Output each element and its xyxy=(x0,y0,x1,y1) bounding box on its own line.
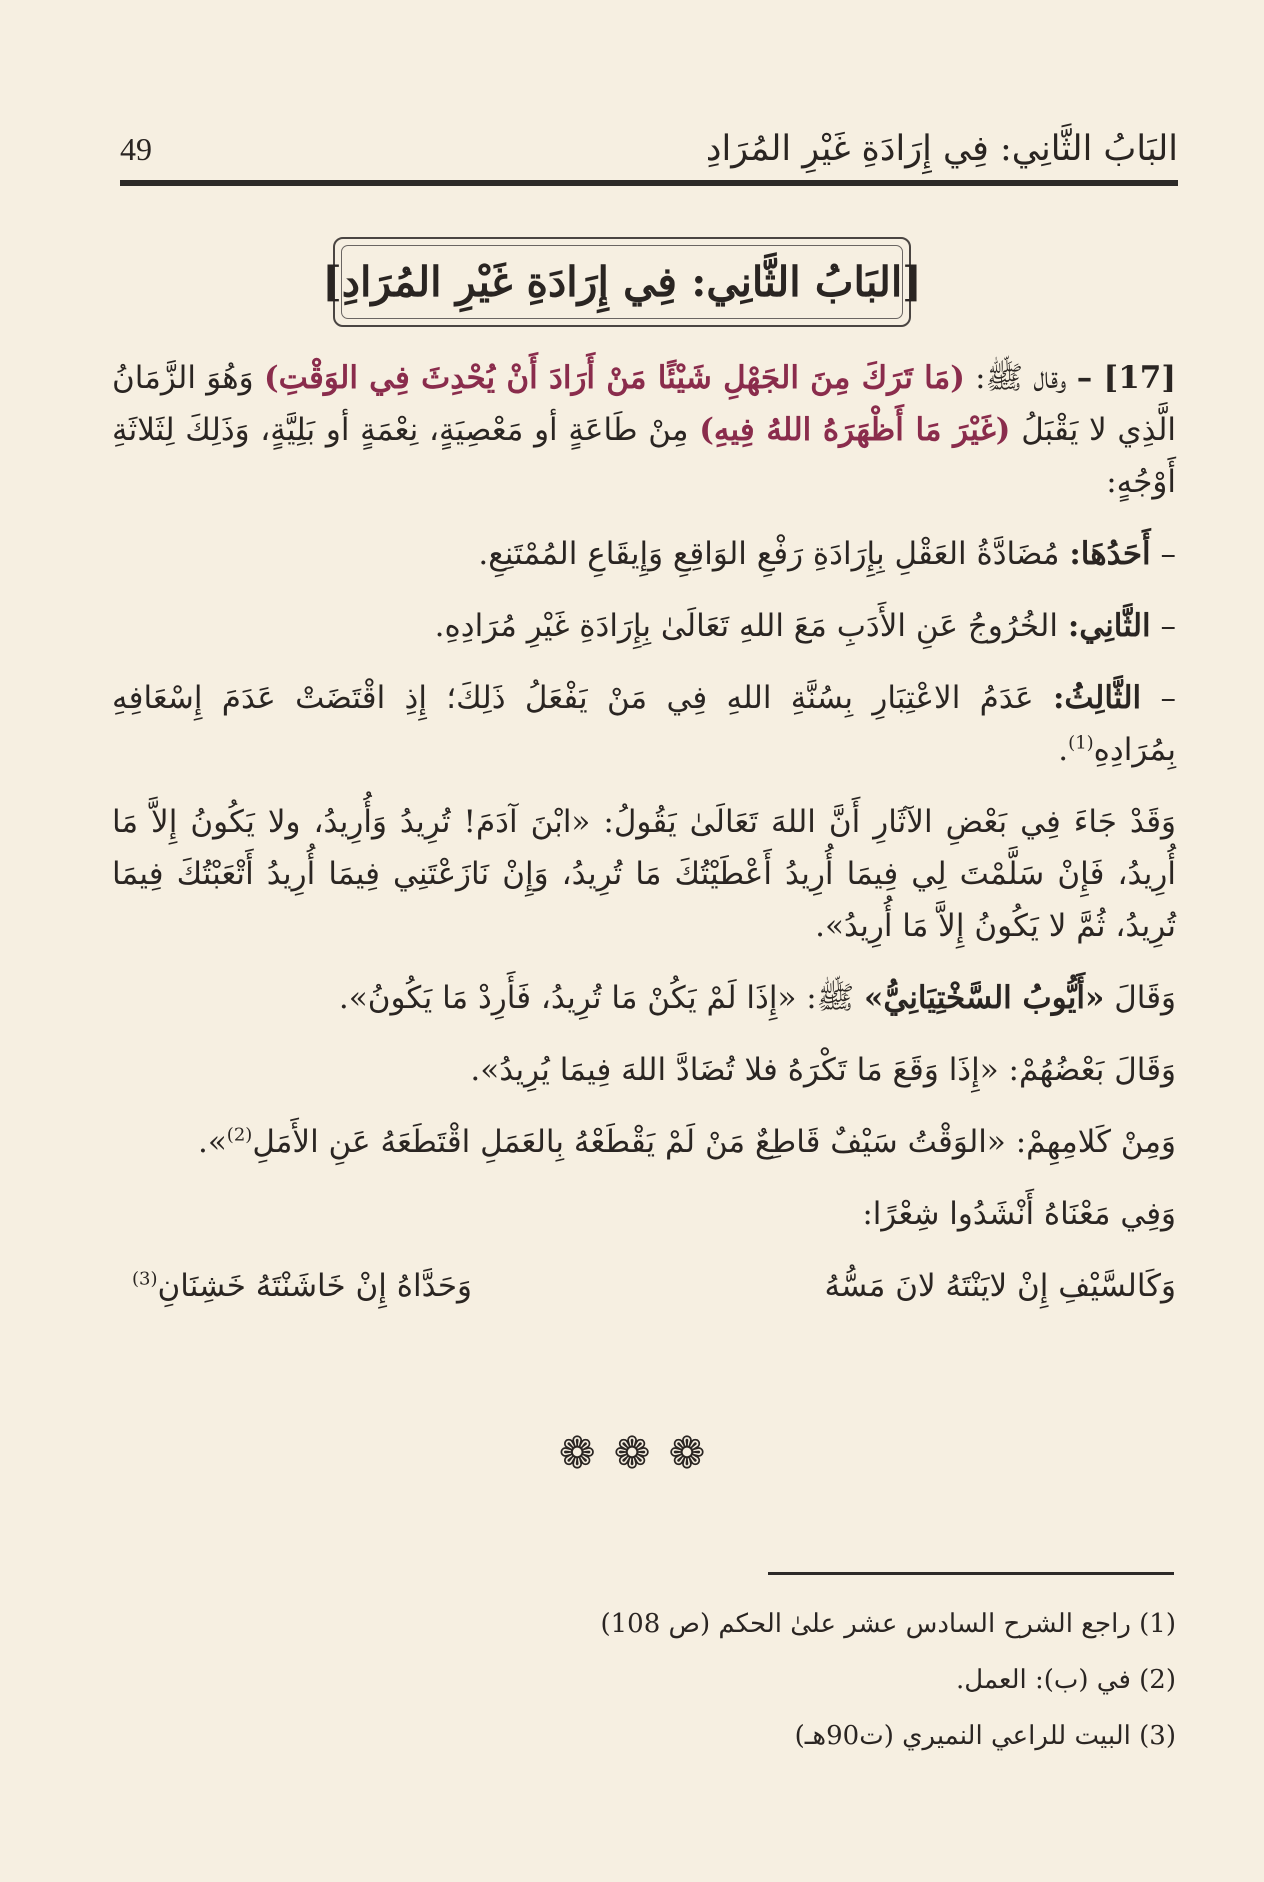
p1-quote2: (غَيْرَ مَا أَظْهَرَهُ اللهُ فِيهِ) xyxy=(699,412,1011,448)
footnote-2 xyxy=(120,1652,1176,1708)
footnote-divider xyxy=(768,1572,1174,1575)
paragraph-athar: وَقَدْ جَاءَ فِي بَعْضِ الآثَارِ أَنَّ اللهَ تَعَالَىٰ يَقُولُ: «ابْنَ آدَمَ! تُرِيدُ وَأُرِيدُ، ولا يَكُونُ إِلاَّ مَا أُرِيدُ، فَإِنْ سَلَّمْتَ لِي فِيمَا أُرِيدُ أَعْطَيْتُكَ مَا تُرِيدُ، وَإِنْ نَازَعْتَنِي فِيمَا أُرِيدُ أَتْعَبْتُكَ فِيمَا تُرِيدُ، ثُمَّ لا يَكُونُ إِلاَّ مَا أُرِيدُ». xyxy=(112,804,1176,944)
p3-honorific: ﷺ: xyxy=(806,980,855,1016)
item3-text: عَدَمُ الاعْتِبَارِ بِسُنَّةِ اللهِ فِي مَنْ يَفْعَلُ ذَلِكَ؛ إِذِ اقْتَضَتْ عَدَمَ إِسْعَافِهِ بِمُرَادِهِ xyxy=(112,680,1176,768)
footnote-text: راجع الشرح السادس عشر علىٰ الحكم (ص 108) xyxy=(600,1609,1131,1639)
running-header xyxy=(120,118,1178,186)
footnote-marker-3: (3) xyxy=(132,1268,158,1290)
item3-label: الثَّالِثُ: xyxy=(1052,680,1142,716)
ornament-icon: ❁ xyxy=(558,1428,596,1479)
page-number: 49 xyxy=(120,130,152,167)
chapter-title-frame xyxy=(322,237,922,327)
running-header-title: البَابُ الثَّانِي: فِي إِرَادَةِ غَيْرِ المُرَادِ xyxy=(705,129,1178,169)
footnote-1 xyxy=(120,1596,1176,1652)
list-item-2: – الثَّانِي: الخُرُوجُ عَنِ الأَدَبِ مَعَ اللهِ تَعَالَىٰ بِإِرَادَةِ غَيْرِ مُرَادِهِ. xyxy=(434,608,1176,644)
p5-text: وَمِنْ كَلامِهِمْ: «الوَقْتُ سَيْفٌ قَاطِعٌ مَنْ لَمْ يَقْطَعْهُ بِالعَمَلِ اقْتَطَعَهُ عَنِ الأَمَلِ xyxy=(252,1124,1176,1160)
paragraph-17 xyxy=(112,352,1176,508)
p3-intro: وَقَالَ xyxy=(1114,980,1176,1016)
paragraph-ayyub xyxy=(112,972,1176,1024)
p3-quote: «إِذَا لَمْ يَكُنْ مَا تُرِيدُ، فَأَرِدْ مَا يَكُونُ». xyxy=(338,980,797,1016)
verse-first-hemistich: وَكَالسَّيْفِ إِنْ لايَنْتَهُ لانَ مَسُّهُ xyxy=(824,1268,1176,1304)
section-ornaments xyxy=(0,1428,1264,1479)
ornament-icon: ❁ xyxy=(668,1428,706,1479)
verse-second-text: وَحَدَّاهُ إِنْ خَاشَنْتَهُ خَشِنَانِ xyxy=(157,1268,473,1304)
footnote-text: البيت للراعي النميري (ت90هـ) xyxy=(794,1721,1131,1751)
poem-verse xyxy=(112,1260,1176,1312)
body-text xyxy=(112,352,1176,1312)
p3-name: «أَيُّوبُ السَّخْتِيَانِيُّ» xyxy=(864,980,1105,1016)
ornament-icon: ❁ xyxy=(613,1428,651,1479)
p1-text1: وَهُوَ الزَّمَانُ الَّذِي لا يَقْبَلُ xyxy=(112,360,1176,448)
footnote-num: (2) xyxy=(1139,1665,1176,1695)
item1-label: أَحَدُهَا: xyxy=(1069,536,1151,572)
paragraph-baduhum: وَقَالَ بَعْضُهُمْ: «إِذَا وَقَعَ مَا تَكْرَهُ فلا تُضَادَّ اللهَ فِيمَا يُرِيدُ». xyxy=(470,1052,1176,1088)
p5-end: ». xyxy=(197,1124,227,1160)
footnotes xyxy=(120,1596,1176,1764)
footnote-marker-2: (2) xyxy=(226,1124,253,1146)
footnote-text: في (ب): العمل. xyxy=(956,1665,1131,1695)
item2-label: الثَّانِي: xyxy=(1067,608,1151,644)
chapter-title: [البَابُ الثَّانِي: فِي إِرَادَةِ غَيْرِ المُرَادِ] xyxy=(341,245,903,319)
footnote-marker-1: (1) xyxy=(1068,732,1094,754)
list-item-1: – أَحَدُهَا: مُضَادَّةُ العَقْلِ بِإِرَادَةِ رَفْعِ الوَاقِعِ وَإِيقَاعِ المُمْتَنِعِ. xyxy=(478,536,1176,572)
list-item-3: – الثَّالِثُ: عَدَمُ الاعْتِبَارِ بِسُنَّةِ اللهِ فِي مَنْ يَفْعَلُ ذَلِكَ؛ إِذِ اقْتَضَتْ عَدَمَ إِسْعَافِهِ بِمُرَادِهِ$^{(1)}$. xyxy=(112,680,1177,768)
footnote-3 xyxy=(120,1708,1176,1764)
item3-end: . xyxy=(1058,732,1069,768)
paragraph-kalamihim xyxy=(112,1116,1176,1168)
footnote-num: (3) xyxy=(1139,1721,1176,1751)
p1-text2: مِنْ طَاعَةٍ أو مَعْصِيَةٍ، نِعْمَةٍ أو بَلِيَّةٍ، وَذَلِكَ لِثَلاثَةِ أَوْجُهٍ: xyxy=(112,412,1176,500)
p1-quote: (مَا تَرَكَ مِنَ الجَهْلِ شَيْئًا مَنْ أَرَادَ أَنْ يُحْدِثَ فِي الوَقْتِ) xyxy=(263,360,965,396)
section-ref: [17] – xyxy=(1076,360,1177,396)
paragraph-poem-intro: وَفِي مَعْنَاهُ أَنْشَدُوا شِعْرًا: xyxy=(862,1196,1176,1232)
footnote-num: (1) xyxy=(1139,1609,1176,1639)
verse-second-hemistich xyxy=(132,1260,472,1312)
item1-text: مُضَادَّةُ العَقْلِ بِإِرَادَةِ رَفْعِ الوَاقِعِ وَإِيقَاعِ المُمْتَنِعِ. xyxy=(478,536,1060,572)
p1-intro: وقال ﷺ: xyxy=(975,360,1067,396)
item2-text: الخُرُوجُ عَنِ الأَدَبِ مَعَ اللهِ تَعَالَىٰ بِإِرَادَةِ غَيْرِ مُرَادِهِ. xyxy=(434,608,1058,644)
